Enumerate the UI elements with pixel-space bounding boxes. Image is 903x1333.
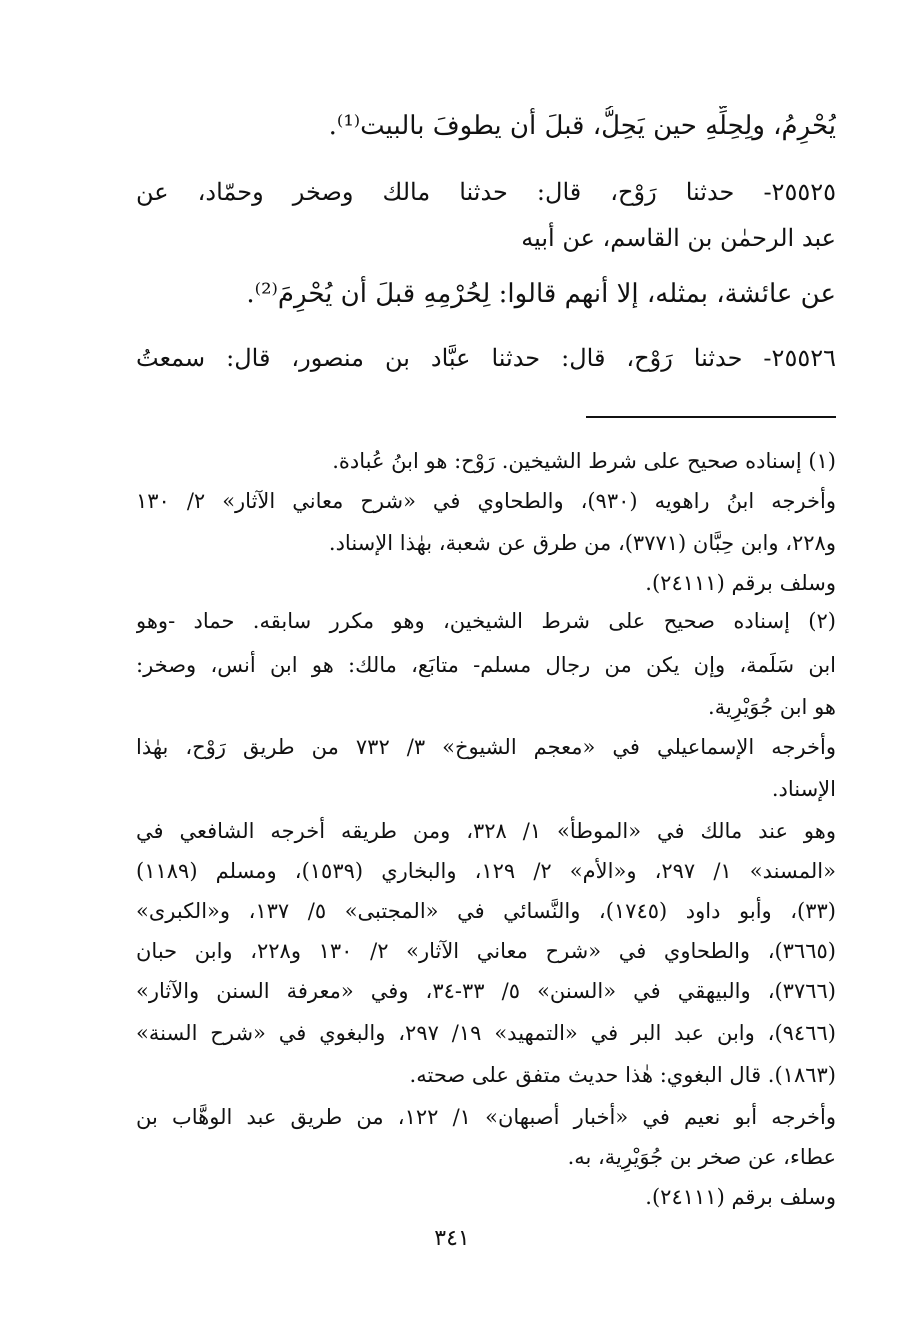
footnote-line: وسلف برقم (٢٤١١١). — [645, 1185, 836, 1209]
footnote-line: وأخرجه أبو نعيم في «أخبار أصبهان» ١/ ١٢٢، من طريق عبد الوهَّاب بن — [136, 1105, 836, 1129]
footnote-line: وأخرجه ابنُ راهويه (٩٣٠)، والطحاوي في «شرح معاني الآثار» ٢/ ١٣٠ — [136, 489, 836, 513]
footnote-line: وأخرجه الإسماعيلي في «معجم الشيوخ» ٣/ ٧٣٢ من طريق رَوْح، بهٰذا — [136, 735, 836, 759]
main-line-1: يُحْرِمُ، ولِحِلِّهِ حين يَحِلُّ، قبلَ أن يطوفَ بالبيت⁽¹⁾. — [328, 111, 836, 141]
footnote-line: (١٨٦٣). قال البغوي: هٰذا حديث متفق على صحته. — [409, 1063, 836, 1087]
footnote-line: وسلف برقم (٢٤١١١). — [645, 571, 836, 595]
footnote-line: (٢) إسناده صحيح على شرط الشيخين، وهو مكرر سابقه. حماد -وهو — [136, 609, 836, 633]
main-line-5: ٢٥٥٢٦- حدثنا رَوْح، قال: حدثنا عبَّاد بن منصور، قال: سمعتُ — [136, 344, 836, 372]
page-number: ٣٤١ — [434, 1226, 470, 1251]
footnote-line: (٣٣)، وأبو داود (١٧٤٥)، والنَّسائي في «المجتبى» ٥/ ١٣٧، و«الكبرى» — [136, 899, 836, 923]
footnote-separator — [586, 416, 836, 418]
footnote-line: (٣٧٦٦)، والبيهقي في «السنن» ٥/ ٣٣-٣٤، وفي «معرفة السنن والآثار» — [136, 979, 836, 1003]
main-line-4: عن عائشة، بمثله، إلا أنهم قالوا: لِحُرْمِهِ قبلَ أن يُحْرِمَ⁽²⁾. — [246, 279, 836, 309]
footnote-line: عطاء، عن صخر بن جُوَيْرِية، به. — [567, 1145, 836, 1169]
main-line-2: ٢٥٥٢٥- حدثنا رَوْح، قال: حدثنا مالك وصخر وحمّاد، عن — [136, 178, 836, 206]
main-line-3: عبد الرحمٰن بن القاسم، عن أبيه — [521, 224, 836, 252]
footnote-line: وهو عند مالك في «الموطأ» ١/ ٣٢٨، ومن طريقه أخرجه الشافعي في — [136, 819, 836, 843]
footnote-line: الإسناد. — [771, 777, 836, 801]
footnote-line: (٩٤٦٦)، وابن عبد البر في «التمهيد» ١٩/ ٢٩٧، والبغوي في «شرح السنة» — [136, 1021, 836, 1045]
footnote-line: (١) إسناده صحيح على شرط الشيخين. رَوْح: هو ابنُ عُبادة. — [332, 449, 836, 473]
footnote-line: ابن سَلَمة، وإن يكن من رجال مسلم- متابَع، مالك: هو ابن أنس، وصخر: — [136, 653, 836, 677]
footnote-line: «المسند» ١/ ٢٩٧، و«الأم» ٢/ ١٢٩، والبخاري (١٥٣٩)، ومسلم (١١٨٩) — [136, 859, 836, 883]
footnote-line: (٣٦٦٥)، والطحاوي في «شرح معاني الآثار» ٢/ ١٣٠ و٢٢٨، وابن حبان — [136, 939, 836, 963]
footnote-line: و٢٢٨، وابن حِبَّان (٣٧٧١)، من طرق عن شعبة، بهٰذا الإسناد. — [328, 531, 836, 555]
footnote-line: هو ابن جُوَيْرِية. — [708, 695, 836, 719]
